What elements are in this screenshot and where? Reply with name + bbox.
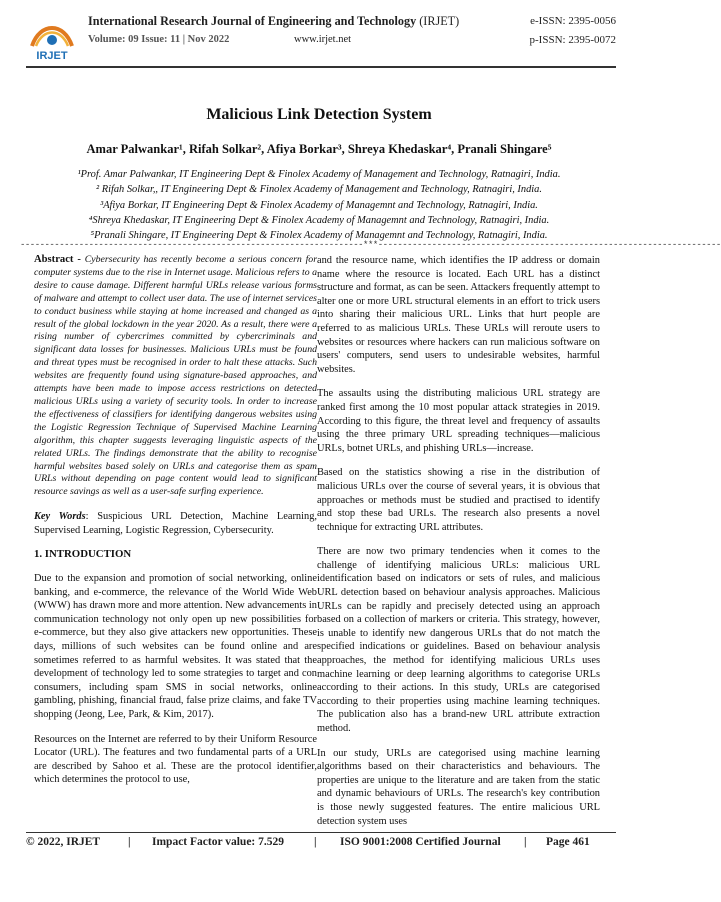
journal-website[interactable]: www.irjet.net — [294, 34, 352, 45]
volume-issue: Volume: 09 Issue: 11 | Nov 2022 — [88, 34, 230, 45]
affiliation-line: ² Rifah Solkar,, IT Engineering Dept & Finolex Academy of Management and Technology, Ratnagiri, India. — [96, 184, 542, 196]
header-divider — [26, 66, 616, 68]
section-divider: ----------------------------------------------------------------------***---------------------------------------------------------------------- — [20, 240, 721, 250]
paper-title: Malicious Link Detection System — [206, 106, 432, 123]
body-paragraph: There are now two primary tendencies when it comes to the challenge of identifying malicious URLs: malicious URL identification based on indicators or sets of rules, and malicious URL detection based on behaviour analysis approaches. Malicious URLs can be rapidly and precisely detected using an approach based on a collection of markers or criteria. This strategy, however, is unable to identify new dangerous URLs that do not match the specified indications or guidelines. Based on behaviour analysis approaches, the method for identifying malicious URLs uses machine learning or deep learning algorithms to categorise URLs according to their actions. In this study, URLs are categorised according to their properties using machine learning techniques. The publication also has a brand-new URL attribute extraction method. — [317, 546, 600, 734]
affiliation-line: ¹Prof. Amar Palwankar, IT Engineering Dept & Finolex Academy of Management and Technology, Ratnagiri, India. — [77, 169, 561, 180]
body-paragraph: In our study, URLs are categorised using machine learning algorithms based on their characteristics and behaviours. The properties are unique to the literature and are taken from the static and dynamic behaviours of URLs. The research's key contribution is those newly suggested features. The entire malicious URL detection system uses — [317, 747, 600, 827]
footer-copyright: © 2022, IRJET — [26, 836, 101, 848]
affiliation-line: ⁵Pranali Shingare, IT Engineering Dept & Finolex Academy of Managemnt and Technology, Ratnagiri, India. — [90, 230, 548, 242]
body-paragraph: The assaults using the distributing malicious URL strategy are ranked first among the 10 most popular attack strategies in 2019. According to this figure, the threat level and frequency of assaults using the three primary URL spreading techniques—malicious URLs, botnet URLs, and phishing URLs—increase. — [317, 388, 600, 454]
footer-page-number: Page 461 — [546, 836, 590, 848]
footer-separator: | — [128, 836, 131, 848]
eissn: e-ISSN: 2395-0056 — [530, 15, 616, 27]
author-list: Amar Palwankar¹, Rifah Solkar², Afiya Borkar³, Shreya Khedaskar⁴, Pranali Shingare⁵ — [86, 142, 552, 156]
abstract-text: Cybersecurity has recently become a serious concern for computer systems due to the rise in Internet usage. Malicious refers to a desire to cause damage. Different harmful URLs release various forms of malware and attempt to collect user data. The use of internet services to conduct business while staying at home increased and changed as a result of the global lockdown in the year 2020. As a result, there were a rising number of cybercrimes committed by cybercriminals and significant data losses for businesses. Malicious URLs must be found and threat types must be recognised in order to halt these attacks. Such websites are frequently found using signature-based approaches, and attempts have been made to impose access restrictions on detected malicious URLs using a variety of security tools. In order to increase the effectiveness of classifiers for identifying dangerous websites using the Logistic Regression Technique of Supervised Machine Learning algorithm, this chapter suggests leveraging linguistic aspects of the related URLs. The findings demonstrate that the ability to recognise harmful websites based solely on URLs and categorise them as spam URLs without depending on page content would lead to significant resource savings as well as a user-safe surfing experience. — [34, 254, 318, 498]
irjet-logo — [26, 16, 78, 62]
affiliation-line: ³Afiya Borkar, IT Engineering Dept & Finolex Academy of Managemnt and Technology, Ratnagiri, India. — [100, 199, 538, 211]
logo-text: IRJET — [36, 50, 68, 62]
footer-separator: | — [524, 836, 527, 848]
keywords-text: : Suspicious URL Detection, Machine Learning, Supervised Learning, Logistic Regression, Cybersecurity. — [34, 511, 317, 536]
keywords — [34, 510, 317, 537]
affiliation-line: ⁴Shreya Khedaskar, IT Engineering Dept & Finolex Academy of Managemnt and Technology, Ratnagiri, India. — [88, 214, 550, 226]
body-paragraph: and the resource name, which identifies the IP address or domain name where the resource is located. Each URL has a distinct structure and format, as can be seen. Attackers frequently attempt to alter one or more URL structural elements in an effort to trick users into sharing their malicious URL. Links that hurt people are referred to as malicious URLs. These URLs will reroute users to websites or resources where hackers can run malicious software on users' computers, send users to undesirable websites, harmful websites. — [317, 255, 600, 375]
footer-divider — [26, 832, 616, 833]
footer-impact-factor: Impact Factor value: 7.529 — [152, 836, 285, 848]
body-paragraph: Based on the statistics showing a rise in the distribution of malicious URLs over the course of several years, it is obvious that approaches or methods must be studied and practised to identify and stop these bad URLs. The research also presents a novel technique for extracting URL attributes. — [317, 467, 600, 533]
abstract — [34, 254, 317, 499]
section-heading-introduction: 1. INTRODUCTION — [34, 548, 132, 561]
abstract-label: Abstract - — [34, 254, 81, 265]
keywords-label: Key Words — [34, 511, 86, 523]
right-column — [317, 254, 600, 839]
journal-name — [88, 14, 459, 29]
affiliations — [20, 167, 618, 243]
journal-header — [26, 12, 616, 64]
footer-iso: ISO 9001:2008 Certified Journal — [340, 836, 501, 848]
journal-abbr: (IRJET) — [419, 14, 460, 28]
left-column — [34, 254, 317, 798]
pissn: p-ISSN: 2395-0072 — [529, 34, 616, 46]
footer-separator: | — [314, 836, 317, 848]
body-paragraph: Due to the expansion and promotion of social networking, online banking, and e-commerce, the relevance of the World Wide Web (WWW) has drawn more and more attention. New advancements in communication technology not only open up new possibilities for e-commerce, but they also give attackers new opportunities. These days, millions of such websites can be found online and are sometimes referred to as harmful websites. It was stated that the development of technology led to some strategies to target and con consumers, including spam SMS in social networks, online gambling, phishing, financial fraud, false prize claims, and fake TV shopping (Jeong, Lee, Park, & Kim, 2017). — [34, 573, 317, 720]
body-paragraph: Resources on the Internet are referred to by their Uniform Resource Locator (URL). The features and two fundamental parts of a URL are described by Sahoo et al. These are the protocol identifier, which determines the protocol to use, — [34, 733, 317, 786]
journal-name-text: International Research Journal of Engineering and Technology — [88, 14, 417, 28]
